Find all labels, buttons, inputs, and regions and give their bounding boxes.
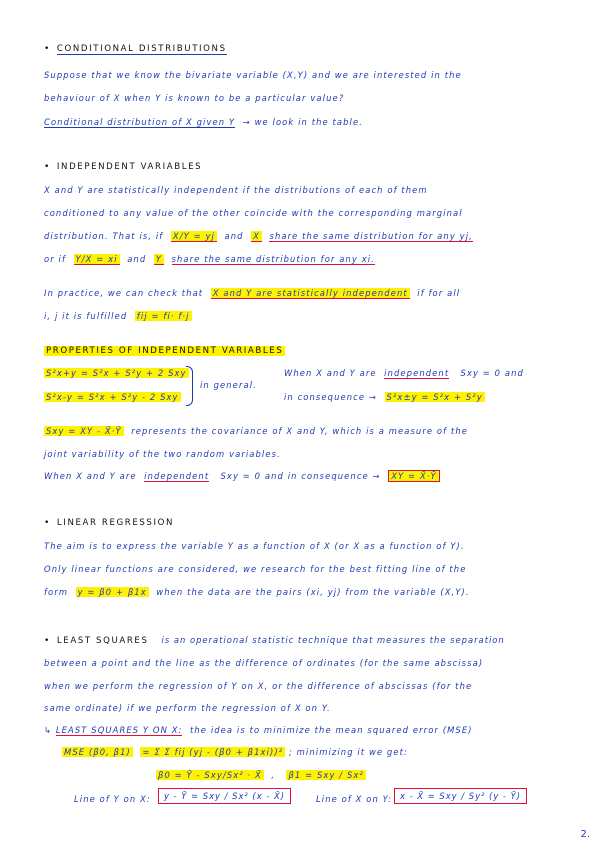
text-line: Conditional distribution of X given Y → we look in the table. — [44, 117, 363, 127]
line-x-on-y-equation: x - X̄ = Sxy / Sy² (y - Ȳ) — [394, 788, 527, 804]
text-line: distribution. That is, if X/Y = yj and X share the same distribution for any yj, — [44, 231, 473, 241]
text-line: Suppose that we know the bivariate variable (X,Y) and we are interested in the — [44, 70, 462, 80]
line-y-on-x-label: Line of Y on X: — [74, 794, 151, 804]
text-line: same ordinate) if we perform the regression of X on Y. — [44, 703, 331, 713]
mse-equation: MSE (β0, β1) = Σ Σ fij (yj - (β0 + β1xi))² ; minimizing it we get: — [64, 747, 408, 757]
text-line: form y = β0 + β1x when the data are the pairs (xi, yj) from the variable (X,Y). — [44, 587, 470, 597]
section-heading-properties: PROPERTIES OF INDEPENDENT VARIABLES — [46, 346, 284, 356]
text-line: When X and Y are independent Sxy = 0 and — [284, 368, 524, 378]
line-y-on-x-equation: y - Ȳ = Sxy / Sx² (x - X̄) — [158, 788, 291, 804]
text-line: The aim is to express the variable Y as a function of X (or X as a function of Y). — [44, 541, 465, 551]
page-number: 2. — [580, 829, 590, 840]
section-heading-independent: • INDEPENDENT VARIABLES — [44, 162, 203, 172]
section-heading-linear-regression: • LINEAR REGRESSION — [44, 518, 174, 528]
line-x-on-y-label: Line of X on Y: — [316, 794, 393, 804]
equation-variance-sum: S²x+y = S²x + S²y + 2 Sxy — [46, 368, 187, 378]
text-line: or if Y/X = xi and Y share the same distribution for any xi. — [44, 254, 375, 264]
text-line: behaviour of X when Y is known to be a particular value? — [44, 93, 345, 103]
text-line: ↳ LEAST SQUARES Y ON X: the idea is to minimize the mean squared error (MSE) — [44, 725, 473, 735]
text-line: joint variability of the two random variables. — [44, 449, 281, 459]
text-line: i, j it is fulfilled fij = fi· f·j — [44, 311, 190, 321]
bullet-icon: • — [44, 162, 51, 172]
beta-estimates: β0 = Ȳ - Sxy/Sx² · X̄ , β1 = Sxy / Sx² — [158, 770, 364, 780]
section-heading-conditional: • CONDITIONAL DISTRIBUTIONS — [44, 44, 227, 54]
text-line: In practice, we can check that X and Y are statistically independent if for all — [44, 288, 461, 298]
text-line: between a point and the line as the difference of ordinates (for the same abscissa) — [44, 658, 484, 668]
text-line: conditioned to any value of the other coincide with the corresponding marginal — [44, 208, 463, 218]
bullet-icon: • — [44, 518, 51, 528]
text-line: Sxy = XY - X̄·Ȳ represents the covariance of X and Y, which is a measure of the — [46, 426, 468, 436]
brace-icon — [186, 366, 193, 406]
section-heading-least-squares: • LEAST SQUARES is an operational statistic technique that measures the separation — [44, 635, 505, 646]
text-line: when we perform the regression of Y on X, or the difference of abscissas (for the — [44, 681, 473, 691]
hook-arrow-icon: ↳ — [44, 725, 53, 735]
equation-variance-diff: S²x-y = S²x + S²y - 2 Sxy — [46, 392, 179, 402]
text-line: When X and Y are independent Sxy = 0 and in consequence → XY = X̄·Ȳ — [44, 471, 440, 481]
text-line: X and Y are statistically independent if the distributions of each of them — [44, 185, 428, 195]
text-in-general: in general. — [200, 380, 257, 390]
bullet-icon: • — [44, 636, 51, 646]
text-line: in consequence → S²x±y = S²x + S²y — [284, 392, 483, 402]
bullet-icon: • — [44, 44, 51, 54]
text-line: Only linear functions are considered, we research for the best fitting line of the — [44, 564, 467, 574]
